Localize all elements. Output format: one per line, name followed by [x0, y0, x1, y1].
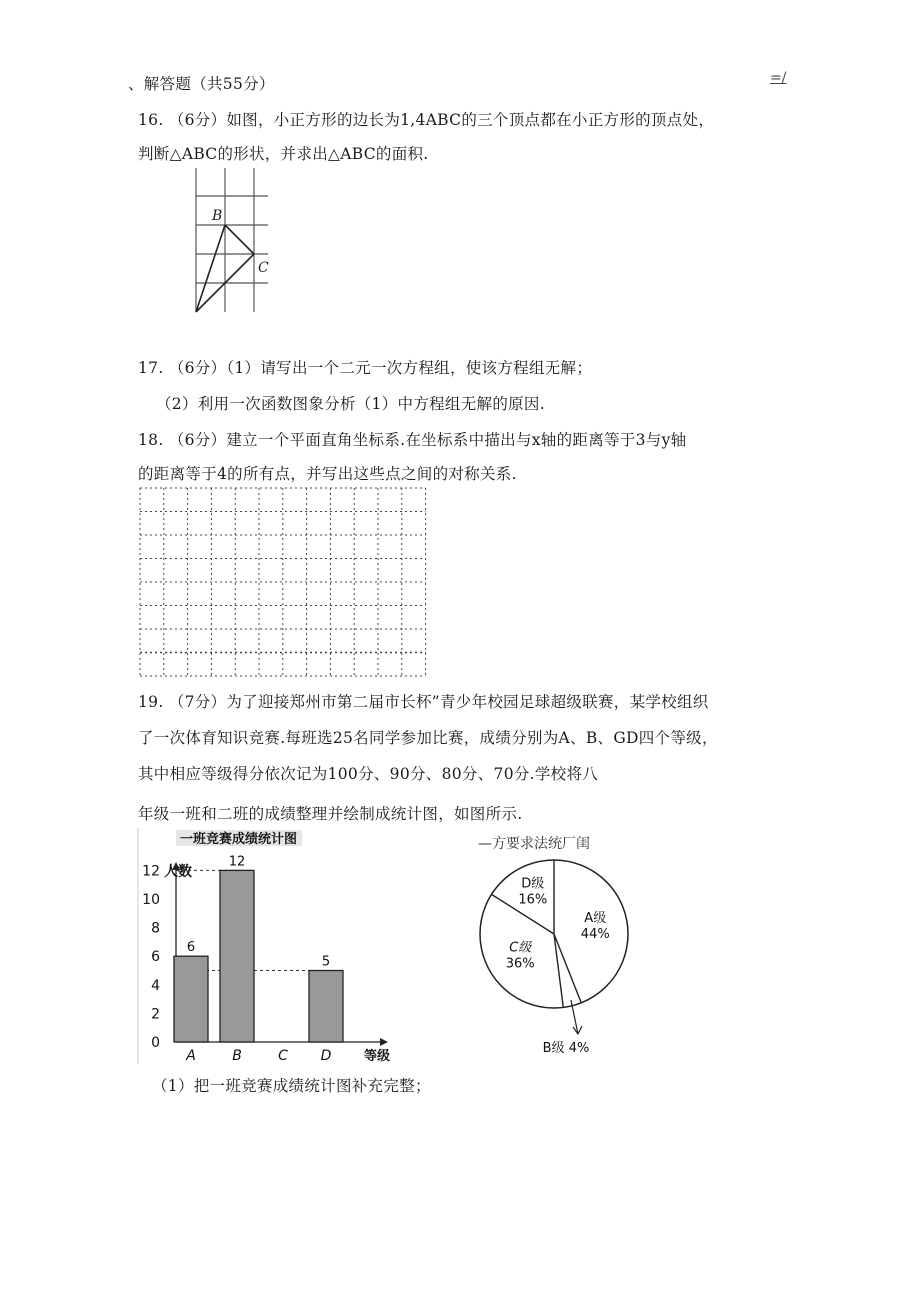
- class1-bar-chart: [136, 826, 436, 1066]
- x-tick-C: C: [278, 1048, 288, 1064]
- pie-value-D: 16%: [518, 892, 548, 908]
- q19-line3: 其中相应等级得分依次记为100分、90分、80分、70分.学校将八: [138, 765, 599, 783]
- y-tick-label: 0: [151, 1035, 160, 1051]
- y-tick-label: 6: [151, 949, 160, 966]
- pie-value-A: 44%: [580, 927, 610, 943]
- x-tick-B: B: [232, 1048, 242, 1064]
- q16-line1: 16. （6分）如图，小正方形的边长为1,4ABC的三个顶点都在小正方形的顶点处，: [138, 111, 715, 129]
- x-tick-D: D: [320, 1048, 332, 1064]
- q17-line2: （2）利用一次函数图象分析（1）中方程组无解的原因.: [156, 395, 545, 413]
- q18-line1: 18. （6分）建立一个平面直角坐标系.在坐标系中描出与x轴的距离等于3与y轴: [138, 431, 687, 449]
- section-title: 、解答题（共55分）: [128, 75, 275, 93]
- bar-D: [309, 971, 343, 1043]
- pie-chart-title: —方要求法统厂闺: [478, 836, 590, 852]
- y-tick-label: 2: [151, 1006, 160, 1023]
- y-tick-label: 12: [142, 863, 160, 880]
- q16-label-b: B: [212, 208, 223, 224]
- x-axis-label: 等级: [364, 1049, 391, 1064]
- y-tick-label: 4: [151, 977, 160, 994]
- q19-line2: 了一次体育知识竞赛.每班选25名同学参加比赛，成绩分别为A、B、GD四个等级，: [138, 729, 718, 747]
- q16-triangle: [196, 225, 254, 312]
- corner-mark: =/: [770, 70, 787, 86]
- bar-value-B: 12: [228, 854, 246, 870]
- q16-line2: 判断△ABC的形状，并求出△ABC的面积.: [138, 145, 429, 163]
- q18-dotted-grid: [136, 484, 436, 684]
- y-axis-label: 人数: [164, 864, 192, 880]
- q16-grid: [196, 168, 268, 312]
- pie-label-B: B级 4%: [542, 1041, 590, 1056]
- bar-A: [174, 956, 208, 1042]
- bar-B: [220, 870, 254, 1042]
- q17-line1: 17. （6分）（1）请写出一个二元一次方程组，使该方程组无解；: [138, 359, 593, 377]
- bar-value-D: 5: [321, 954, 331, 970]
- q19-line4: 年级一班和二班的成绩整理并绘制成统计图，如图所示.: [138, 805, 523, 823]
- bar-value-A: 6: [186, 940, 196, 956]
- bar-chart-title: 一班竞赛成绩统计图: [180, 832, 298, 847]
- pie-name-A: A级: [584, 911, 607, 927]
- class2-pie-chart: [450, 826, 690, 1066]
- q19-line1: 19. （7分）为了迎接郑州市第二届市长杯”青少年校园足球超级联赛，某学校组织: [138, 693, 709, 711]
- x-tick-A: A: [186, 1048, 196, 1064]
- q18-line2: 的距离等于4的所有点，并写出这些点之间的对称关系.: [138, 465, 517, 483]
- pie-name-C: C级: [509, 940, 532, 956]
- pie-value-C: 36%: [505, 956, 535, 972]
- y-tick-label: 10: [142, 892, 160, 908]
- q19-sub1: （1）把一班竞赛成绩统计图补充完整；: [152, 1077, 431, 1095]
- pie-name-D: D级: [521, 876, 545, 892]
- x-axis-arrow: [380, 1038, 388, 1046]
- q16-label-c: C: [258, 260, 269, 276]
- y-tick-label: 8: [151, 920, 160, 937]
